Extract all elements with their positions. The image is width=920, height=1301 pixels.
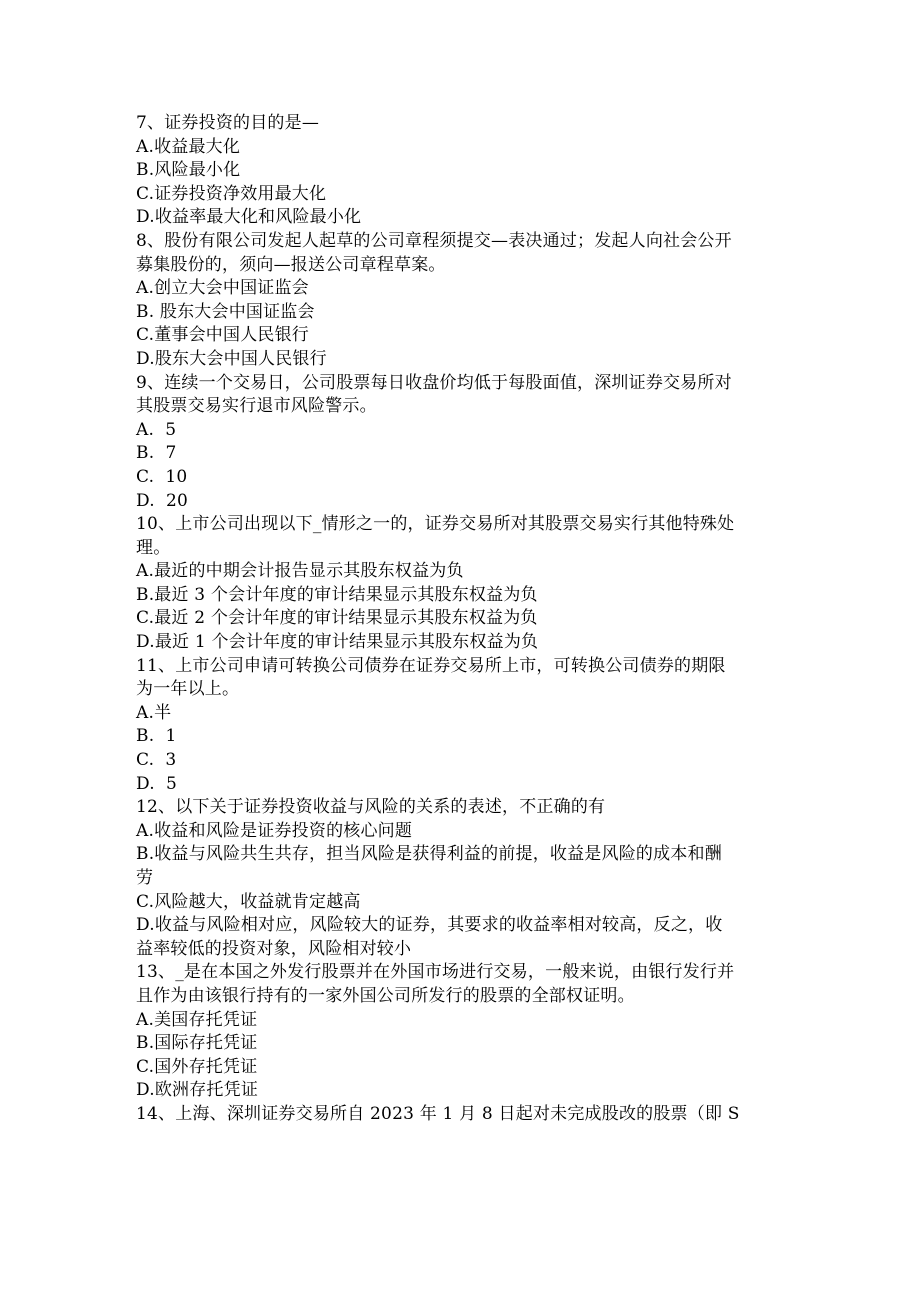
- question-14-stem: 14、上海、深圳证券交易所自 2023 年 1 月 8 日起对未完成股改的股票（即 S: [136, 1103, 740, 1124]
- question-12-option-d-cont: 益率较低的投资对象，风险相对较小: [136, 938, 412, 959]
- question-11-option-c: C. 3: [136, 750, 177, 771]
- question-9-option-c: C. 10: [136, 466, 188, 487]
- question-8-option-a: A.创立大会中国证监会: [136, 278, 309, 299]
- question-7-option-c: C.证券投资净效用最大化: [136, 183, 327, 204]
- question-12-option-d: D.收益与风险相对应，风险较大的证券，其要求的收益率相对较高，反之，收: [136, 915, 723, 936]
- question-10-stem: 10、上市公司出现以下_情形之一的，证券交易所对其股票交易实行其他特殊处: [136, 514, 735, 535]
- question-7-option-a: A.收益最大化: [136, 136, 241, 157]
- question-13-option-c: C.国外存托凭证: [136, 1056, 258, 1077]
- question-7-option-d: D.收益率最大化和风险最小化: [136, 207, 362, 228]
- question-9-option-d: D. 20: [136, 490, 189, 511]
- question-10-option-a: A.最近的中期会计报告显示其股东权益为负: [136, 561, 464, 582]
- question-11-option-b: B. 1: [136, 726, 177, 747]
- question-13-stem: 13、_是在本国之外发行股票并在外国市场进行交易，一般来说，由银行发行并: [136, 962, 735, 983]
- question-9-stem-cont: 其股票交易实行退市风险警示。: [136, 396, 377, 417]
- question-9-stem: 9、连续一个交易日，公司股票每日收盘价均低于每股面值，深圳证券交易所对: [136, 372, 732, 393]
- question-10-stem-cont: 理。: [136, 537, 171, 558]
- question-7-stem: 7、证券投资的目的是—: [136, 113, 320, 133]
- question-13-option-b: B.国际存托凭证: [136, 1033, 258, 1054]
- question-11-stem-cont: 为一年以上。: [136, 679, 240, 700]
- question-13-stem-cont: 且作为由该银行持有的一家外国公司所发行的股票的全部权证明。: [136, 985, 635, 1006]
- document-body: [136, 112, 781, 1127]
- question-11-stem: 11、上市公司申请可转换公司债券在证券交易所上市，可转换公司债券的期限: [136, 655, 726, 676]
- question-11-option-a: A.半: [136, 702, 172, 723]
- question-10-option-d: D.最近 1 个会计年度的审计结果显示其股东权益为负: [136, 632, 539, 653]
- question-12-option-b-cont: 劳: [136, 868, 154, 888]
- question-13-option-a: A.美国存托凭证: [136, 1009, 258, 1030]
- question-10-option-c: C.最近 2 个会计年度的审计结果显示其股东权益为负: [136, 608, 538, 629]
- question-8-stem: 8、股份有限公司发起人起草的公司章程须提交—表决通过；发起人向社会公开: [136, 230, 732, 251]
- question-8-option-b: B. 股东大会中国证监会: [136, 301, 315, 322]
- question-10-option-b: B.最近 3 个会计年度的审计结果显示其股东权益为负: [136, 584, 538, 605]
- question-9-option-a: A. 5: [136, 419, 177, 440]
- question-12-option-a: A.收益和风险是证券投资的核心问题: [136, 820, 413, 841]
- question-8-option-c: C.董事会中国人民银行: [136, 325, 310, 346]
- question-7-option-b: B.风险最小化: [136, 160, 241, 181]
- question-11-option-d: D. 5: [136, 773, 178, 794]
- question-9-option-b: B. 7: [136, 443, 177, 464]
- question-8-option-d: D.股东大会中国人民银行: [136, 348, 327, 369]
- question-8-stem-cont: 募集股份的，须向—报送公司章程草案。: [136, 254, 446, 275]
- question-12-stem: 12、以下关于证券投资收益与风险的关系的表述，不正确的有: [136, 797, 606, 818]
- question-12-option-b: B.收益与风险共生共存，担当风险是获得利益的前提，收益是风险的成本和酬: [136, 844, 722, 865]
- question-13-option-d: D.欧洲存托凭证: [136, 1080, 259, 1101]
- question-12-option-c: C.风险越大，收益就肯定越高: [136, 891, 361, 912]
